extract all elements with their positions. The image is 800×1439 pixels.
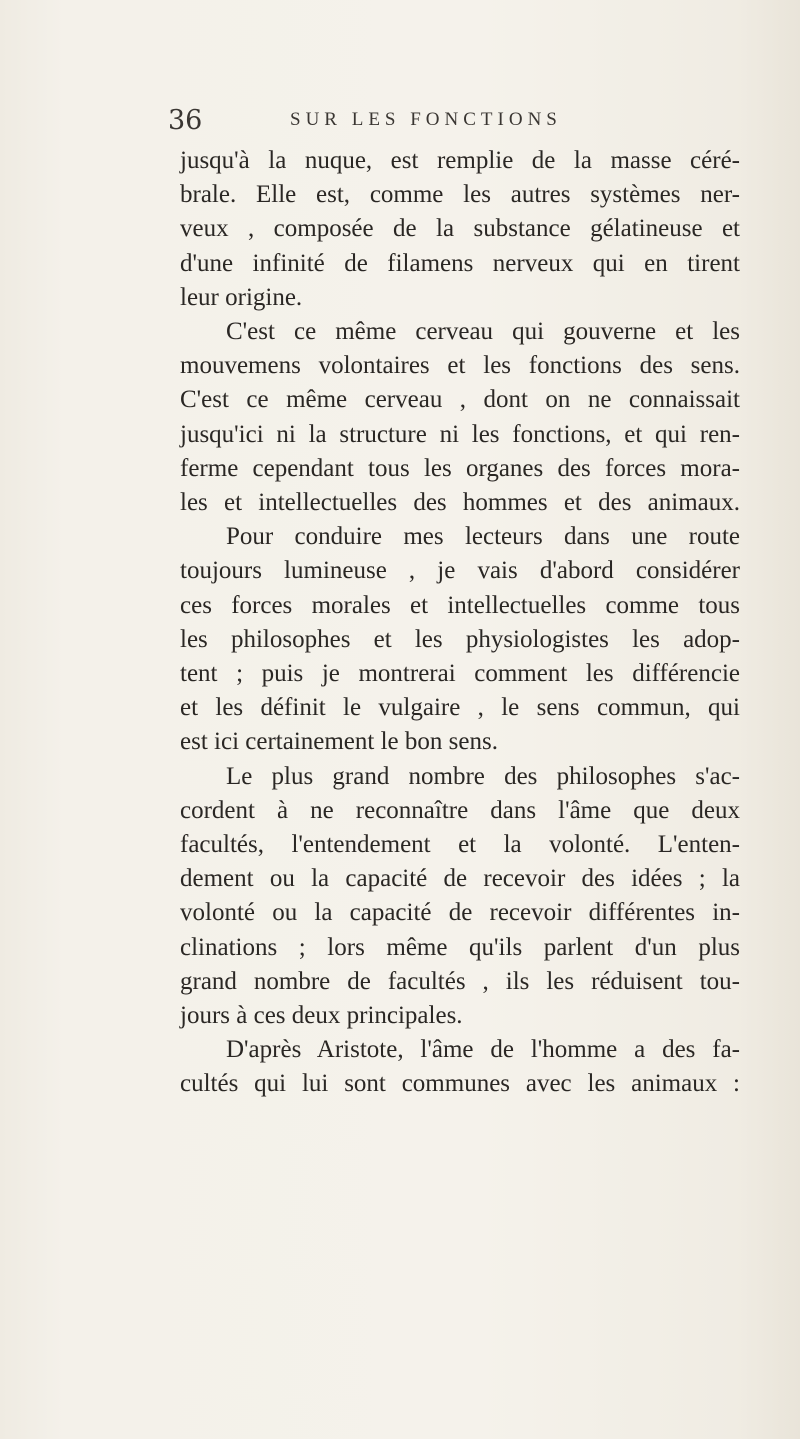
text-line: C'est ce même cerveau , dont on ne connaissait [180, 386, 740, 414]
text-line: et les définit le vulgaire , le sens commun, qui [180, 694, 740, 722]
text-line: dement ou la capacité de recevoir des idées ; la [180, 865, 740, 893]
page-number: 36 [168, 105, 203, 136]
text-line: volonté ou la capacité de recevoir différentes in- [180, 899, 740, 927]
text-line: jusqu'ici ni la structure ni les fonctions, et qui ren- [180, 420, 740, 448]
text-line: mouvemens volontaires et les fonctions des sens. [180, 352, 740, 380]
page-header [168, 105, 728, 141]
text-line: D'après Aristote, l'âme de l'homme a des fa- [226, 1036, 740, 1064]
text-line: toujours lumineuse , je vais d'abord considérer [180, 557, 740, 585]
running-head: SUR LES FONCTIONS [290, 109, 562, 130]
text-line: cultés qui lui sont communes avec les animaux : [180, 1070, 740, 1098]
text-line: tent ; puis je montrerai comment les différencie [180, 660, 740, 687]
text-line: cordent à ne reconnaître dans l'âme que deux [180, 796, 740, 824]
text-line: d'une infinité de filamens nerveux qui en tirent [180, 249, 740, 277]
text-line: clinations ; lors même qu'ils parlent d'un plus [180, 933, 740, 961]
text-line: ces forces morales et intellectuelles comme tous [180, 591, 740, 619]
text-line: les et intellectuelles des hommes et des animaux. [180, 489, 740, 516]
text-line: C'est ce même cerveau qui gouverne et les [226, 318, 740, 345]
text-line: brale. Elle est, comme les autres systèmes ner- [180, 181, 740, 209]
text-line: Le plus grand nombre des philosophes s'ac- [226, 762, 740, 790]
text-line: grand nombre de facultés , ils les réduisent tou- [180, 967, 740, 995]
text-line: leur origine. [180, 283, 303, 311]
text-line: les philosophes et les physiologistes les adop- [180, 625, 740, 653]
text-line: ferme cependant tous les organes des forces mora- [180, 454, 740, 482]
text-line: est ici certainement le bon sens. [180, 728, 498, 756]
text-line: Pour conduire mes lecteurs dans une route [226, 523, 740, 551]
text-line: facultés, l'entendement et la volonté. L'enten- [180, 831, 740, 858]
text-line: veux , composée de la substance gélatineuse et [180, 215, 740, 243]
text-line: jusqu'à la nuque, est remplie de la masse céré- [180, 147, 740, 174]
text-line: jours à ces deux principales. [180, 1002, 463, 1029]
